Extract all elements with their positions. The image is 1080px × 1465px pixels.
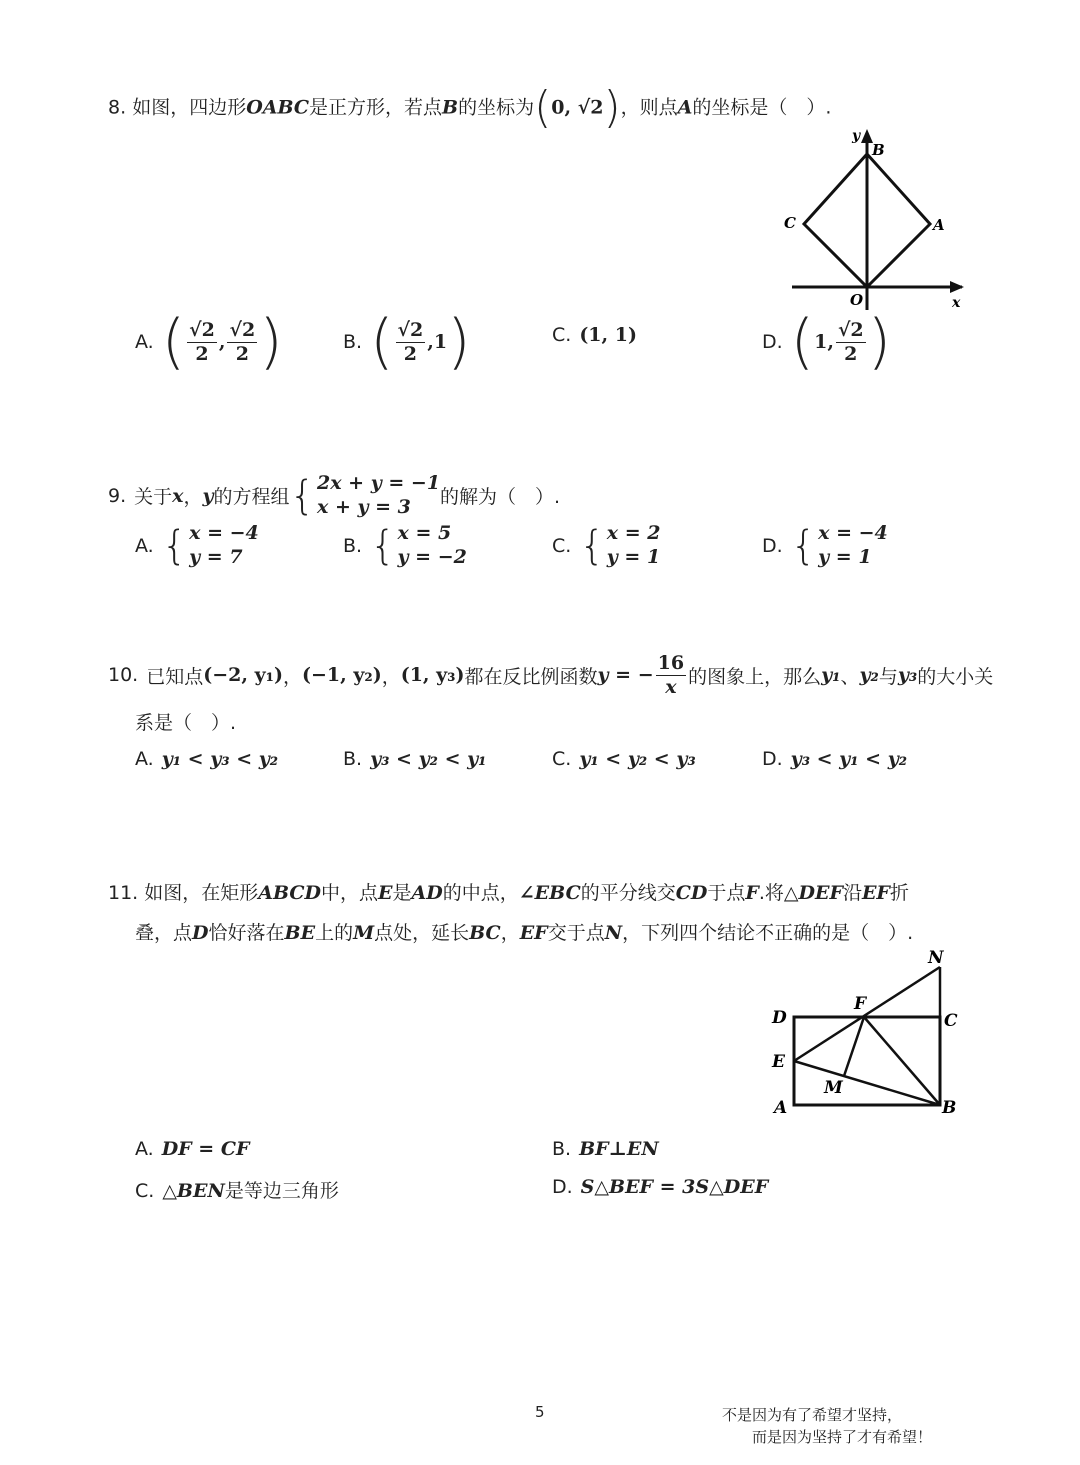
q11-option-c[interactable]: C. △BEN是等边三角形 [135,1180,339,1202]
option-value: (1, 1) [579,324,637,346]
label-m: M [824,1078,843,1098]
vertex-label-a: A [933,216,945,234]
x-axis-arrow [950,281,964,293]
q10-number: 10. [108,664,139,687]
option-label: D. [762,331,783,353]
paren-left: ( [370,307,394,377]
fraction: $\frac{√2}{2}$ [397,318,424,365]
q10-option-a[interactable]: A. y₁ < y₃ < y₂ [135,748,279,770]
q8-point-a: A [677,96,693,119]
q10-option-d[interactable]: D. y₃ < y₁ < y₂ [762,748,908,770]
paren-right: ) [867,307,892,377]
q8-option-a[interactable]: A. ( $\frac{√2}{2}$ , $\frac{√2}{2}$ ) [135,307,283,377]
q9-option-d[interactable]: D. { x = −4 y = 1 [762,522,888,569]
option-label: A. [135,331,154,353]
q8-coordinate: 0, √2 [551,96,604,119]
paren-right: ) [603,82,621,133]
q8-figure [780,125,970,315]
q8-option-b[interactable]: B. ( $\frac{√2}{2}$ , 1 ) [343,307,471,377]
q10-stem-line1: 10. 已知点 (−2, y₁) ， (−1, y₂) ， (1, y₃) 都在反比例函数 y = − $\frac{16}{x}$ 的图象上，那么 y₁ 、 y₂ 与 y₃ 的大小关 [108,652,994,698]
q8-text: 的坐标是（ ）. [692,96,832,119]
q11-option-a[interactable]: A. DF = CF [135,1138,250,1160]
q8-stem [108,82,832,133]
q11-option-d[interactable]: D. S△BEF = 3S△DEF [552,1176,769,1198]
paren-left: ( [790,307,815,377]
q11-figure [768,945,968,1125]
q9-option-a[interactable]: A. { x = −4 y = 7 [135,522,259,569]
q8-quad-name: OABC [246,96,310,119]
rectangle-abcd [794,1017,940,1105]
fraction: $\frac{√2}{2}$ [189,318,215,365]
q8-point-b: B [442,96,459,119]
paren-left: ( [534,82,552,133]
q11-option-b[interactable]: B. BF⊥EN [552,1138,659,1160]
option-label: C. [552,324,572,346]
q8-number: 8. [108,96,127,119]
q9-number: 9. [108,484,127,507]
fraction: $\frac{16}{x}$ [657,652,685,698]
label-n: N [928,948,944,968]
segment-en [794,967,940,1061]
motto-line-2: 而是因为坚持了才有希望！ [752,1428,933,1446]
q8-text: 是正方形，若点 [309,96,443,119]
label-b: B [942,1098,957,1118]
q11-stem-line2: 叠，点D恰好落在BE上的M点处，延长BC，EF交于点N，下列四个结论不正确的是（ ）. [135,922,914,944]
option-label: B. [343,331,363,353]
equation-system: { 2x + y = −1 x + y = 3 [289,472,441,519]
fraction: $\frac{√2}{2}$ [229,318,256,365]
segment-fb [864,1017,940,1105]
label-f: F [854,994,867,1014]
q10-option-b[interactable]: B. y₃ < y₂ < y₁ [343,748,487,770]
paren-left: ( [161,307,186,377]
segment-eb [794,1061,940,1105]
page-number: 5 [535,1403,545,1421]
axis-label-y: y [852,128,861,144]
origin-label-o: O [850,291,864,309]
label-e: E [772,1052,785,1072]
q8-option-d[interactable]: D. ( 1, $\frac{√2}{2}$ ) [762,307,892,377]
q8-text: 如图，四边形 [132,96,247,119]
q8-option-c[interactable] [552,324,637,346]
paren-right: ) [259,307,283,377]
motto-line-1: 不是因为有了希望才坚持， [722,1406,903,1424]
q11-stem-line1: 11. 如图，在矩形ABCD中，点E是AD的中点，∠EBC的平分线交CD于点F.将△DEF沿EF折 [108,882,909,904]
q9-stem: 9. 关于 x ， y 的方程组 { 2x + y = −1 x + y = 3 的解为（ ）. [108,472,561,519]
q8-text: 的坐标为 [458,96,535,119]
axis-label-x: x [952,295,961,311]
label-d: D [772,1008,787,1028]
label-c: C [944,1011,958,1031]
q9-option-c[interactable]: C. { x = 2 y = 1 [552,522,661,569]
q8-text: ，则点 [620,96,678,119]
q10-option-c[interactable]: C. y₁ < y₂ < y₃ [552,748,696,770]
fraction: $\frac{√2}{2}$ [837,318,864,365]
paren-right: ) [447,307,471,377]
q11-number: 11. [108,882,139,904]
vertex-label-c: C [784,214,796,232]
q10-stem-line2: 系是（ ）. [135,712,237,734]
label-a: A [774,1098,788,1118]
vertex-label-b: B [872,141,885,159]
q9-option-b[interactable]: B. { x = 5 y = −2 [343,522,467,569]
